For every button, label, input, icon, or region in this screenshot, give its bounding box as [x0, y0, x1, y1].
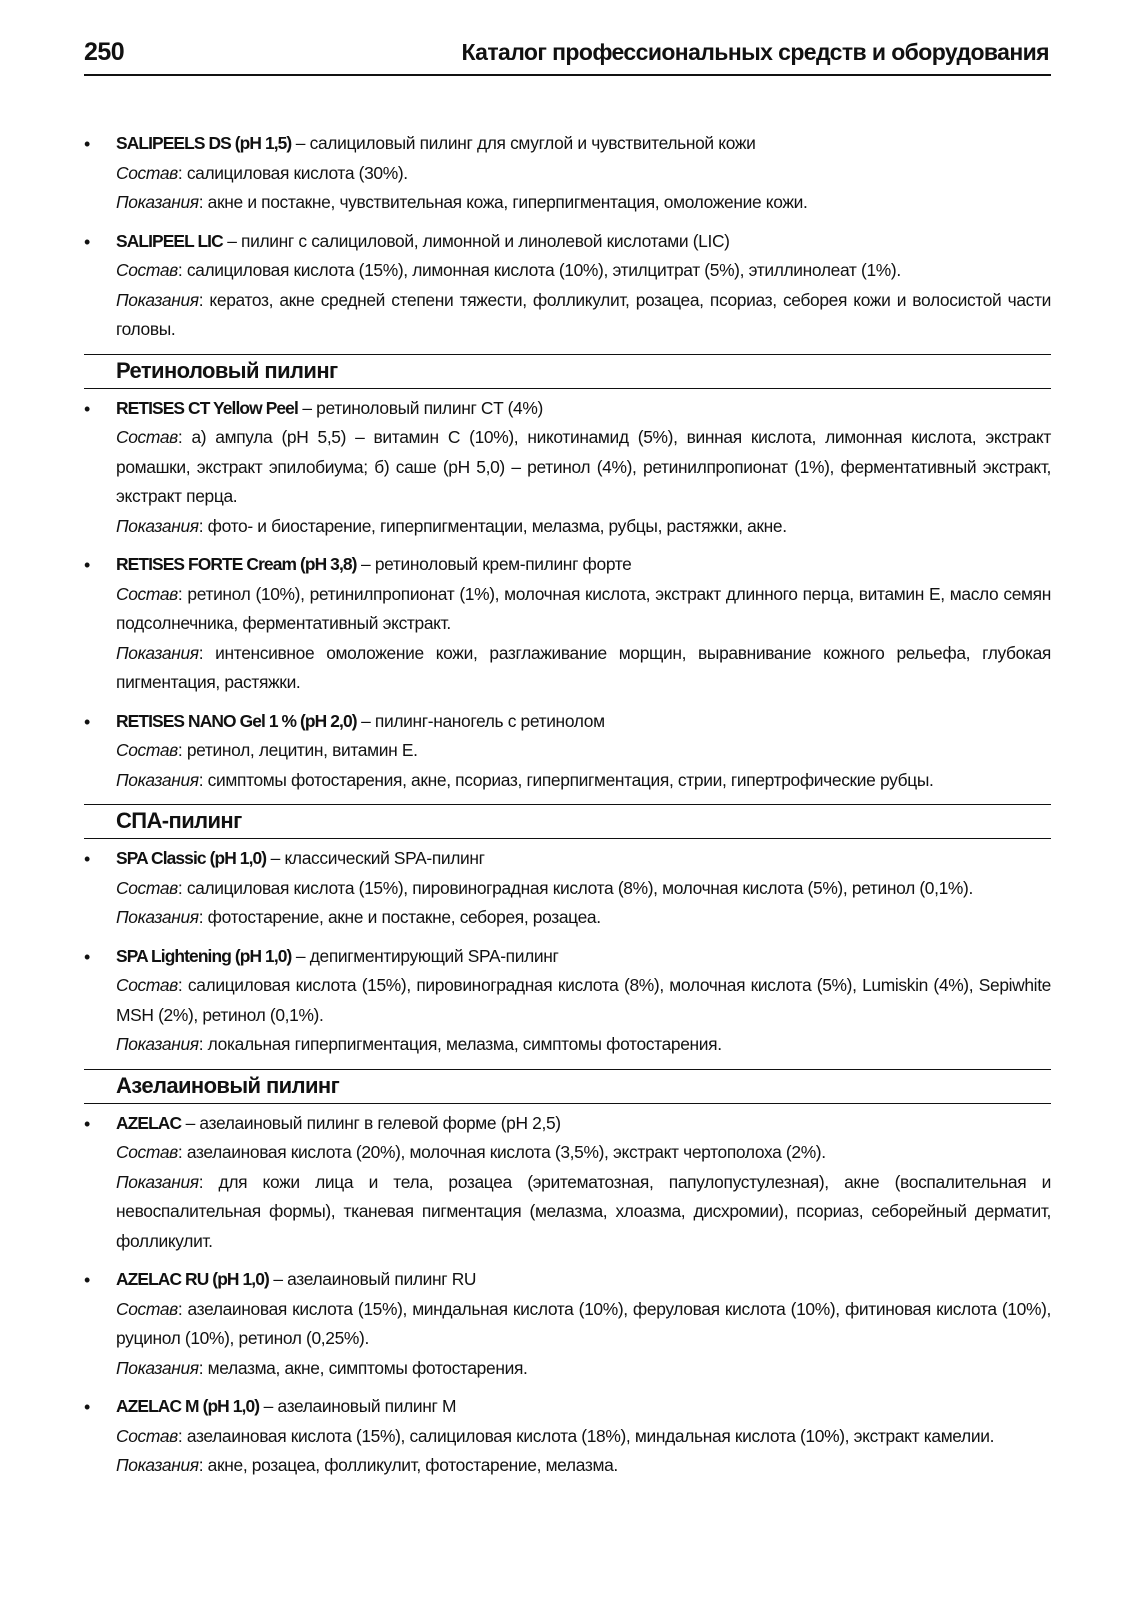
product-name: RETISES FORTE Cream (pH 3,8): [116, 554, 357, 574]
section-header: [84, 804, 1051, 839]
composition-label: Состав: [116, 1298, 178, 1319]
composition-label: Состав: [116, 740, 178, 760]
section-title: Азелаиновый пилинг: [116, 1072, 340, 1098]
product-indications: [116, 286, 1051, 345]
product-indications: [116, 903, 1051, 933]
bullet: •: [84, 1397, 91, 1417]
product-entry: [84, 707, 1051, 796]
indications-label: Показания: [116, 907, 199, 927]
indications-label: Показания: [116, 1357, 199, 1378]
indications-text: : фотостарение, акне и постакне, себорея, розацеа.: [198, 907, 601, 927]
composition-text: : салициловая кислота (30%).: [177, 162, 408, 183]
composition-label: Состав: [116, 260, 178, 280]
product-name: SALIPEEL LIC: [116, 230, 223, 251]
indications-label: Показания: [116, 515, 199, 536]
product-indications: [116, 1354, 1051, 1384]
product-entry: [84, 1392, 1051, 1481]
product-composition: [116, 159, 1051, 189]
product-composition: [116, 1422, 1051, 1452]
product-heading: [116, 129, 1051, 159]
product-composition: [116, 971, 1051, 1030]
product-entry: [84, 1265, 1051, 1383]
product-heading: [116, 707, 1051, 737]
product-description: – классический SPA-пилинг: [266, 848, 485, 868]
bullet: •: [84, 231, 91, 252]
page-header: [84, 34, 1051, 76]
product-description: – ретиноловый крем-пилинг форте: [356, 554, 632, 574]
composition-text: : а) ампула (pH 5,5) – витамин C (10%), никотинамид (5%), винная кислота, лимонная кислота, экстракт ромашки, экстракт эпилобиума; б) саше (pH 5,0) – ретинол (4%), ретинилпропионат (1%), ферментативный экстракт, экстракт перца.: [116, 427, 1051, 506]
section-header: [84, 354, 1051, 389]
section-title: СПА-пилинг: [116, 808, 242, 833]
product-composition: [116, 256, 1051, 286]
running-title: Каталог профессиональных средств и оборудования: [461, 39, 1049, 65]
product-indications: [116, 1168, 1051, 1257]
composition-text: : салициловая кислота (15%), лимонная кислота (10%), этилцитрат (5%), этиллинолеат (1%).: [177, 260, 901, 280]
composition-label: Состав: [116, 1425, 178, 1446]
indications-label: Показания: [116, 1171, 199, 1192]
bullet: •: [84, 398, 91, 419]
composition-text: : салициловая кислота (15%), пировиноградная кислота (8%), молочная кислота (5%), Lumiskin (4%), Sepiwhite MSH (2%), ретинол (0,1%).: [116, 975, 1051, 1025]
indications-label: Показания: [116, 642, 199, 663]
indications-text: : мелазма, акне, симптомы фотостарения.: [198, 1357, 528, 1378]
composition-text: : азелаиновая кислота (15%), миндальная кислота (10%), феруловая кислота (10%), фитиновая кислота (10%), руцинол (10%), ретинол (0,25%).: [116, 1298, 1051, 1348]
product-name: AZELAC RU (pH 1,0): [116, 1269, 269, 1289]
indications-label: Показания: [116, 1034, 199, 1054]
product-description: – депигментирующий SPA-пилинг: [291, 945, 559, 966]
composition-text: : азелаиновая кислота (20%), молочная кислота (3,5%), экстракт чертополоха (2%).: [177, 1142, 826, 1162]
indications-text: : интенсивное омоложение кожи, разглаживание морщин, выравнивание кожного рельефа, глубокая пигментация, растяжки.: [116, 642, 1051, 692]
indications-text: : акне, розацеа, фолликулит, фотостарение, мелазма.: [198, 1455, 618, 1475]
indications-text: : кератоз, акне средней степени тяжести, фолликулит, розацеа, псориаз, себорея кожи и волосистой части головы.: [116, 289, 1051, 339]
product-description: – салициловый пилинг для смуглой и чувствительной кожи: [291, 133, 756, 153]
product-name: RETISES NANO Gel 1 % (pH 2,0): [116, 710, 357, 731]
page-number: 250: [84, 38, 125, 66]
indications-text: : акне и постакне, чувствительная кожа, гиперпигментация, омоложение кожи.: [198, 192, 808, 212]
product-name: SALIPEELS DS (pH 1,5): [116, 133, 292, 153]
composition-label: Состав: [116, 583, 178, 604]
product-name: AZELAC: [116, 1112, 182, 1133]
composition-text: : ретинол (10%), ретинилпропионат (1%), молочная кислота, экстракт длинного перца, витамин E, масло семян подсолнечника, ферментативный экстракт.: [116, 583, 1051, 633]
bullet: •: [84, 134, 91, 154]
product-heading: [116, 1265, 1051, 1295]
bullet: •: [84, 1270, 91, 1290]
bullet: •: [84, 946, 91, 967]
product-heading: [116, 942, 1051, 972]
composition-label: Состав: [116, 1142, 178, 1162]
product-heading: [116, 844, 1051, 874]
product-indications: [116, 1451, 1051, 1481]
indications-label: Показания: [116, 192, 199, 212]
bullet: •: [84, 711, 91, 732]
indications-label: Показания: [116, 769, 199, 790]
composition-label: Состав: [116, 427, 178, 447]
product-entry: [84, 550, 1051, 698]
composition-text: : ретинол, лецитин, витамин E.: [177, 740, 418, 760]
product-description: – ретиноловый пилинг CT (4%): [297, 397, 543, 418]
product-entry: [84, 942, 1051, 1060]
section-header: [84, 1069, 1051, 1104]
product-name: RETISES CT Yellow Peel: [116, 397, 298, 418]
product-indications: [116, 512, 1051, 542]
composition-text: : азелаиновая кислота (15%), салициловая кислота (18%), миндальная кислота (10%), экстракт камелии.: [177, 1425, 995, 1446]
composition-label: Состав: [116, 162, 178, 183]
product-description: – азелаиновый пилинг RU: [268, 1269, 477, 1289]
indications-text: : симптомы фотостарения, акне, псориаз, гиперпигментация, стрии, гипертрофические рубцы.: [198, 769, 934, 790]
product-indications: [116, 766, 1051, 796]
product-indications: [116, 639, 1051, 698]
product-heading: [116, 394, 1051, 424]
composition-label: Состав: [116, 975, 178, 995]
product-name: SPA Classic (pH 1,0): [116, 848, 267, 868]
product-heading: [116, 1109, 1051, 1139]
page-content: [84, 129, 1051, 1490]
product-composition: [116, 736, 1051, 766]
product-entry: [84, 844, 1051, 933]
product-heading: [116, 550, 1051, 580]
bullet: •: [84, 849, 91, 869]
product-name: SPA Lightening (pH 1,0): [116, 945, 292, 966]
product-entry: [84, 394, 1051, 542]
product-name: AZELAC M (pH 1,0): [116, 1396, 260, 1416]
indications-text: : фото- и биостарение, гиперпигментации, мелазма, рубцы, растяжки, акне.: [198, 515, 787, 536]
product-indications: [116, 188, 1051, 218]
section-title: Ретиноловый пилинг: [116, 357, 338, 383]
product-indications: [116, 1030, 1051, 1060]
product-description: – пилинг-наногель с ретинолом: [356, 710, 605, 731]
indications-text: : для кожи лица и тела, розацеа (эритематозная, папулопустулезная), акне (воспалительная и невоспалительная формы), тканевая пигментация (мелазма, хлоазма, дисхромии), псориаз, себорейный дерматит, фолликулит.: [116, 1171, 1051, 1251]
product-composition: [116, 423, 1051, 512]
product-composition: [116, 1295, 1051, 1354]
product-description: – пилинг с салициловой, лимонной и линолевой кислотами (LIC): [222, 230, 730, 251]
bullet: •: [84, 555, 91, 575]
composition-text: : салициловая кислота (15%), пировиноградная кислота (8%), молочная кислота (5%), ретинол (0,1%).: [177, 877, 973, 898]
product-composition: [116, 1138, 1051, 1168]
product-heading: [116, 227, 1051, 257]
product-heading: [116, 1392, 1051, 1422]
product-composition: [116, 874, 1051, 904]
product-entry: [84, 129, 1051, 218]
indications-label: Показания: [116, 1455, 199, 1475]
product-entry: [84, 227, 1051, 345]
product-entry: [84, 1109, 1051, 1257]
product-description: – азелаиновый пилинг M: [259, 1396, 457, 1416]
composition-label: Состав: [116, 877, 178, 898]
product-description: – азелаиновый пилинг в гелевой форме (pH 2,5): [181, 1112, 561, 1133]
indications-label: Показания: [116, 289, 199, 310]
product-composition: [116, 580, 1051, 639]
indications-text: : локальная гиперпигментация, мелазма, симптомы фотостарения.: [198, 1034, 722, 1054]
bullet: •: [84, 1113, 91, 1134]
